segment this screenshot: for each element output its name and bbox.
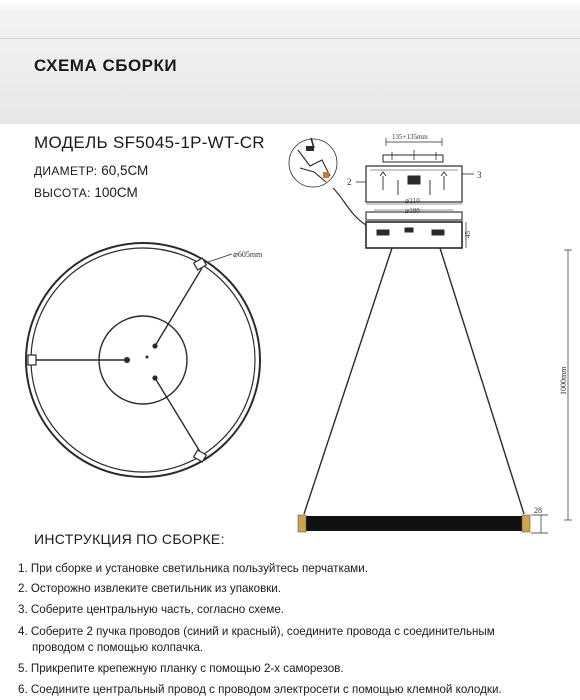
canopy-height-label: 45 — [464, 231, 472, 238]
model-label: МОДЕЛЬ — [34, 133, 108, 152]
ring-thickness-label: 28 — [534, 506, 542, 515]
canopy-width-label: 135+135mm — [392, 133, 428, 141]
suspension-height-label: 1000mm — [559, 366, 568, 395]
instructions-title: ИНСТРУКЦИЯ ПО СБОРКЕ: — [34, 531, 225, 547]
suspension-cable-left — [304, 248, 392, 514]
step-2: 2. Осторожно извлеките светильник из упаковки. — [18, 582, 282, 595]
canopy-screw-1 — [124, 357, 130, 363]
canopy-screw-2 — [152, 343, 157, 348]
terminal-block — [408, 176, 420, 184]
canopy-screw-3 — [152, 375, 157, 380]
callout-3: 3 — [477, 170, 482, 180]
diameter-leader — [208, 254, 232, 262]
ring-clip-side-right — [522, 515, 530, 532]
instructions-list — [18, 562, 578, 696]
step-4: 4. Соберите 2 пучка проводов (синий и красный), соедините провода с соединительным — [18, 625, 495, 638]
power-wire — [333, 188, 366, 225]
page-title: СХЕМА СБОРКИ — [34, 56, 178, 75]
height-value: 100СМ — [94, 185, 138, 200]
step-5: 5. Прикрепите крепежную планку с помощью 2-х саморезов. — [18, 662, 344, 675]
suspension-cable-right — [440, 248, 524, 514]
step-6: 6. Соедините центральный провод с проводом электросети с помощью клемной колодки. — [18, 683, 502, 696]
height-label: ВЫСОТА: — [34, 186, 91, 200]
ring-diameter-label: ⌀605mm — [233, 250, 263, 259]
ring-clip-left — [28, 355, 36, 365]
callout-2: 2 — [347, 177, 352, 187]
canopy-exploded-view — [289, 138, 572, 533]
step-3: 3. Соберите центральную часть, согласно схеме. — [18, 603, 285, 616]
model-code: SF5045-1P-WT-CR — [113, 133, 265, 152]
ring-clip-side-left — [298, 515, 306, 532]
canopy-outer-diameter: ⌀210 — [405, 197, 420, 205]
ring-side-view — [298, 516, 530, 531]
step-4-continued: проводом с помощью колпачка. — [32, 641, 204, 654]
top-view — [26, 243, 260, 477]
canopy-center-dot — [146, 356, 149, 359]
support-wire-3 — [155, 378, 202, 455]
canopy-inner-diameter: ⌀180 — [405, 207, 420, 215]
step-1: 1. При сборке и установке светильника пользуйтесь перчатками. — [18, 562, 368, 575]
diameter-value: 60,5СМ — [101, 163, 149, 178]
diameter-label: ДИАМЕТР: — [34, 164, 98, 178]
